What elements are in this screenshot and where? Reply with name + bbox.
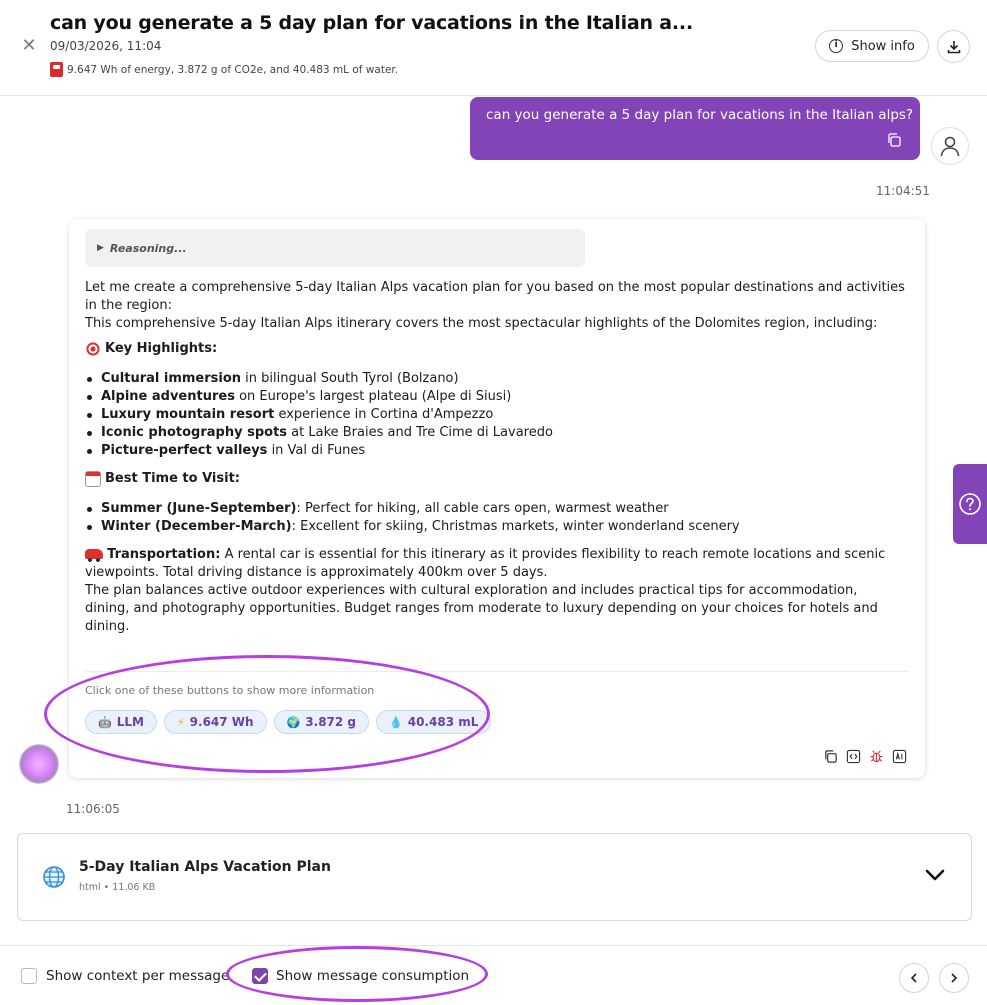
fuel-pump-icon [50, 62, 63, 77]
globe-icon: 🌍 [286, 715, 301, 729]
bug-icon[interactable] [869, 749, 884, 764]
message-actions [823, 749, 907, 764]
user-message-bubble [470, 97, 920, 160]
highlights-heading: Key Highlights: [85, 340, 905, 358]
user-message-text: can you generate a 5 day plan for vacations in the Italian alps? [486, 107, 914, 123]
list-item: Winter (December-March): Excellent for skiing, Christmas markets, winter wonderland scenery [85, 518, 905, 536]
chevron-left-icon [908, 972, 920, 984]
highlights-list [85, 370, 905, 460]
show-info-button[interactable] [815, 30, 929, 62]
user-message-time: 11:04:51 [876, 184, 930, 198]
best-time-heading: Best Time to Visit: [85, 470, 905, 488]
target-icon [85, 341, 101, 357]
chat-date: 09/03/2026, 11:04 [50, 39, 162, 53]
chat-title: can you generate a 5 day plan for vacations in the Italian a... [50, 12, 693, 34]
reasoning-toggle[interactable] [85, 229, 585, 267]
user-avatar [931, 127, 969, 165]
ai-icon[interactable] [892, 749, 907, 764]
show-context-label: Show context per message [46, 968, 230, 984]
car-icon [85, 549, 103, 559]
list-item: Cultural immersion in bilingual South Tyrol (Bolzano) [85, 370, 905, 388]
assistant-message-content [85, 279, 905, 636]
user-icon [939, 135, 961, 157]
list-item: Summer (June-September): Perfect for hiking, all cable cars open, warmest weather [85, 500, 905, 518]
closing-paragraph: The plan balances active outdoor experiences with cultural exploration and includes practical tips for accommodation, dining, and photography opportunities. Budget ranges from moderate to luxury depending on your choices for hotels and dining. [85, 583, 878, 634]
list-item: Luxury mountain resort experience in Cortina d'Ampezzo [85, 406, 905, 424]
reasoning-label: Reasoning... [109, 241, 187, 255]
water-drop-icon: 💧 [389, 715, 403, 729]
code-icon[interactable] [846, 749, 861, 764]
chat-header [0, 0, 987, 96]
divider [85, 671, 909, 672]
download-icon [947, 40, 961, 54]
show-context-checkbox[interactable] [21, 968, 37, 984]
download-button[interactable] [937, 30, 970, 63]
show-consumption-label: Show message consumption [276, 968, 470, 984]
co2-chip[interactable]: 🌍 3.872 g [274, 710, 369, 734]
show-consumption-checkbox[interactable] [252, 968, 268, 984]
assistant-message-time: 11:06:05 [66, 802, 120, 816]
calendar-icon [85, 471, 101, 487]
info-buttons-hint: Click one of these buttons to show more information [85, 684, 375, 697]
intro-paragraph: Let me create a comprehensive 5-day Italian Alps vacation plan for you based on the most popular destinations and activities in the region: [85, 280, 905, 313]
intro-paragraph-2: This comprehensive 5-day Italian Alps itinerary covers the most spectacular highlights of the Dolomites region, including: [85, 316, 878, 331]
chevron-right-icon [948, 972, 960, 984]
assistant-message-card [69, 219, 925, 778]
show-info-label: Show info [851, 38, 915, 54]
copy-icon[interactable] [823, 749, 838, 764]
artifact-card[interactable] [17, 833, 972, 921]
info-icon: i [829, 39, 843, 53]
energy-chip[interactable]: ⚡ 9.647 Wh [164, 710, 267, 734]
close-icon[interactable]: ✕ [21, 35, 37, 56]
footer-bar [0, 945, 987, 1005]
list-item: Picture-perfect valleys in Val di Funes [85, 442, 905, 460]
lightning-icon: ⚡ [176, 715, 185, 729]
chevron-down-icon[interactable] [923, 863, 947, 887]
transportation-paragraph: Transportation: A rental car is essential for this itinerary as it provides flexibility to reach remote locations and scenic viewpoints. Total driving distance is approximately 400km over 5 days. [85, 547, 886, 580]
help-tab[interactable] [953, 464, 987, 544]
list-item: Iconic photography spots at Lake Braies and Tre Cime di Lavaredo [85, 424, 905, 442]
next-button[interactable] [939, 963, 969, 993]
artifact-meta: html • 11.06 KB [79, 882, 156, 893]
assistant-avatar [19, 744, 59, 784]
llm-chip[interactable]: 🤖 LLM [85, 710, 157, 734]
help-icon [958, 492, 982, 516]
info-chips [85, 710, 491, 734]
copy-icon[interactable] [886, 132, 902, 148]
artifact-title: 5-Day Italian Alps Vacation Plan [79, 859, 331, 875]
previous-button[interactable] [899, 963, 929, 993]
water-chip[interactable]: 💧 40.483 mL [376, 710, 491, 734]
globe-icon [42, 865, 66, 889]
list-item: Alpine adventures on Europe's largest plateau (Alpe di Siusi) [85, 388, 905, 406]
best-time-list [85, 500, 905, 536]
consumption-summary [50, 62, 398, 77]
expand-triangle-icon: ▶ [97, 243, 104, 253]
consumption-text: 9.647 Wh of energy, 3.872 g of CO2e, and 40.483 mL of water. [67, 63, 399, 76]
robot-icon: 🤖 [98, 715, 112, 729]
